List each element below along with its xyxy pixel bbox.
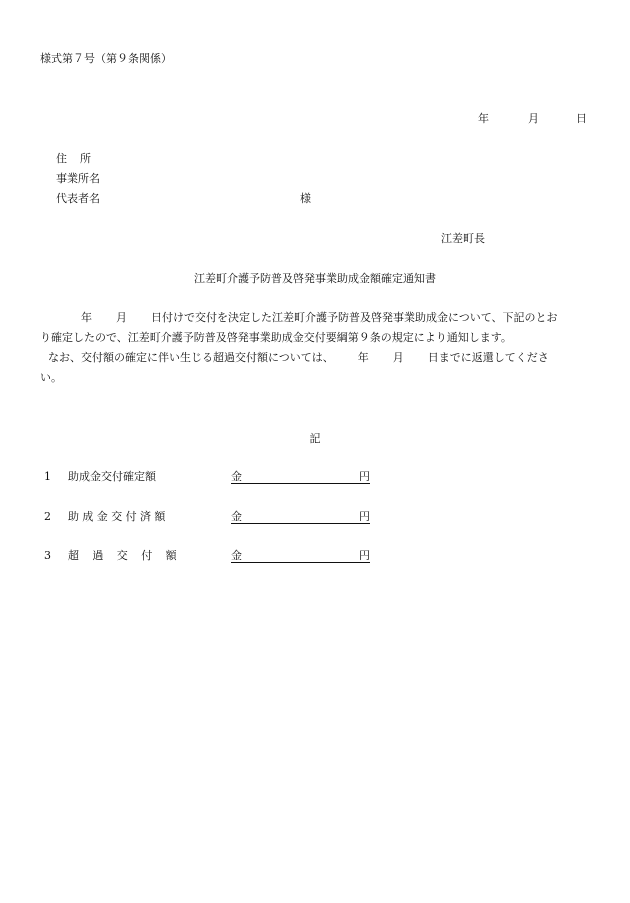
body-paragraph-2 bbox=[40, 348, 590, 388]
body-paragraph-1-line-2: り確定したので、江差町介護予防普及啓発事業助成金交付要綱第９条の規定により通知します。 bbox=[40, 331, 512, 344]
item-label: 助成金交付確定額 bbox=[68, 470, 156, 483]
p1-line-1-text: 日付けで交付を決定した江差町介護予防普及啓発事業助成金について、下記のとお bbox=[151, 311, 558, 324]
item-excess-amount bbox=[44, 550, 374, 564]
amount-prefix: 金 bbox=[231, 549, 242, 562]
body-paragraph-1 bbox=[40, 308, 590, 348]
date-day-label: 日 bbox=[576, 112, 587, 125]
item-label: 助成金交付済額 bbox=[68, 510, 169, 523]
item-label: 超過交付額 bbox=[68, 549, 190, 562]
amount-suffix: 円 bbox=[359, 549, 370, 562]
amount-suffix: 円 bbox=[359, 510, 370, 523]
amount-prefix: 金 bbox=[231, 470, 242, 483]
item-number: 1 bbox=[44, 470, 51, 483]
p1-year-label: 年 bbox=[81, 311, 92, 324]
amount-field bbox=[231, 550, 370, 563]
p1-month-label: 月 bbox=[116, 311, 127, 324]
item-confirmed-amount bbox=[44, 471, 374, 485]
item-number: 2 bbox=[44, 510, 51, 523]
representative-label: 代表者名 bbox=[56, 192, 100, 205]
amount-field bbox=[231, 471, 370, 484]
office-name-label: 事業所名 bbox=[56, 172, 100, 185]
date-year-label: 年 bbox=[478, 112, 489, 125]
p2-year-label: 年 bbox=[357, 351, 369, 364]
date-line bbox=[478, 113, 588, 125]
address-label: 住所 bbox=[56, 152, 104, 165]
p2-line-1-text-b: 日までに返還してくださ bbox=[427, 351, 549, 364]
item-paid-amount bbox=[44, 511, 374, 525]
item-number: 3 bbox=[44, 549, 51, 562]
amount-field bbox=[231, 511, 370, 524]
document-title: 江差町介護予防普及啓発事業助成金額確定通知書 bbox=[194, 272, 436, 285]
amount-suffix: 円 bbox=[359, 470, 370, 483]
body-paragraph-2-line-1 bbox=[40, 348, 590, 368]
p2-line-1-text-a: なお、交付額の確定に伴い生じる超過交付額については、 bbox=[48, 351, 334, 364]
date-month-label: 月 bbox=[528, 112, 539, 125]
issuer-name: 江差町長 bbox=[441, 232, 485, 245]
amount-prefix: 金 bbox=[231, 510, 242, 523]
form-number: 様式第７号（第９条関係） bbox=[40, 52, 172, 65]
body-paragraph-2-line-2: い。 bbox=[40, 371, 62, 384]
ki-label: 記 bbox=[309, 432, 321, 445]
honorific-label: 様 bbox=[300, 192, 311, 205]
p2-month-label: 月 bbox=[392, 351, 404, 364]
body-paragraph-1-line-1 bbox=[40, 308, 590, 328]
